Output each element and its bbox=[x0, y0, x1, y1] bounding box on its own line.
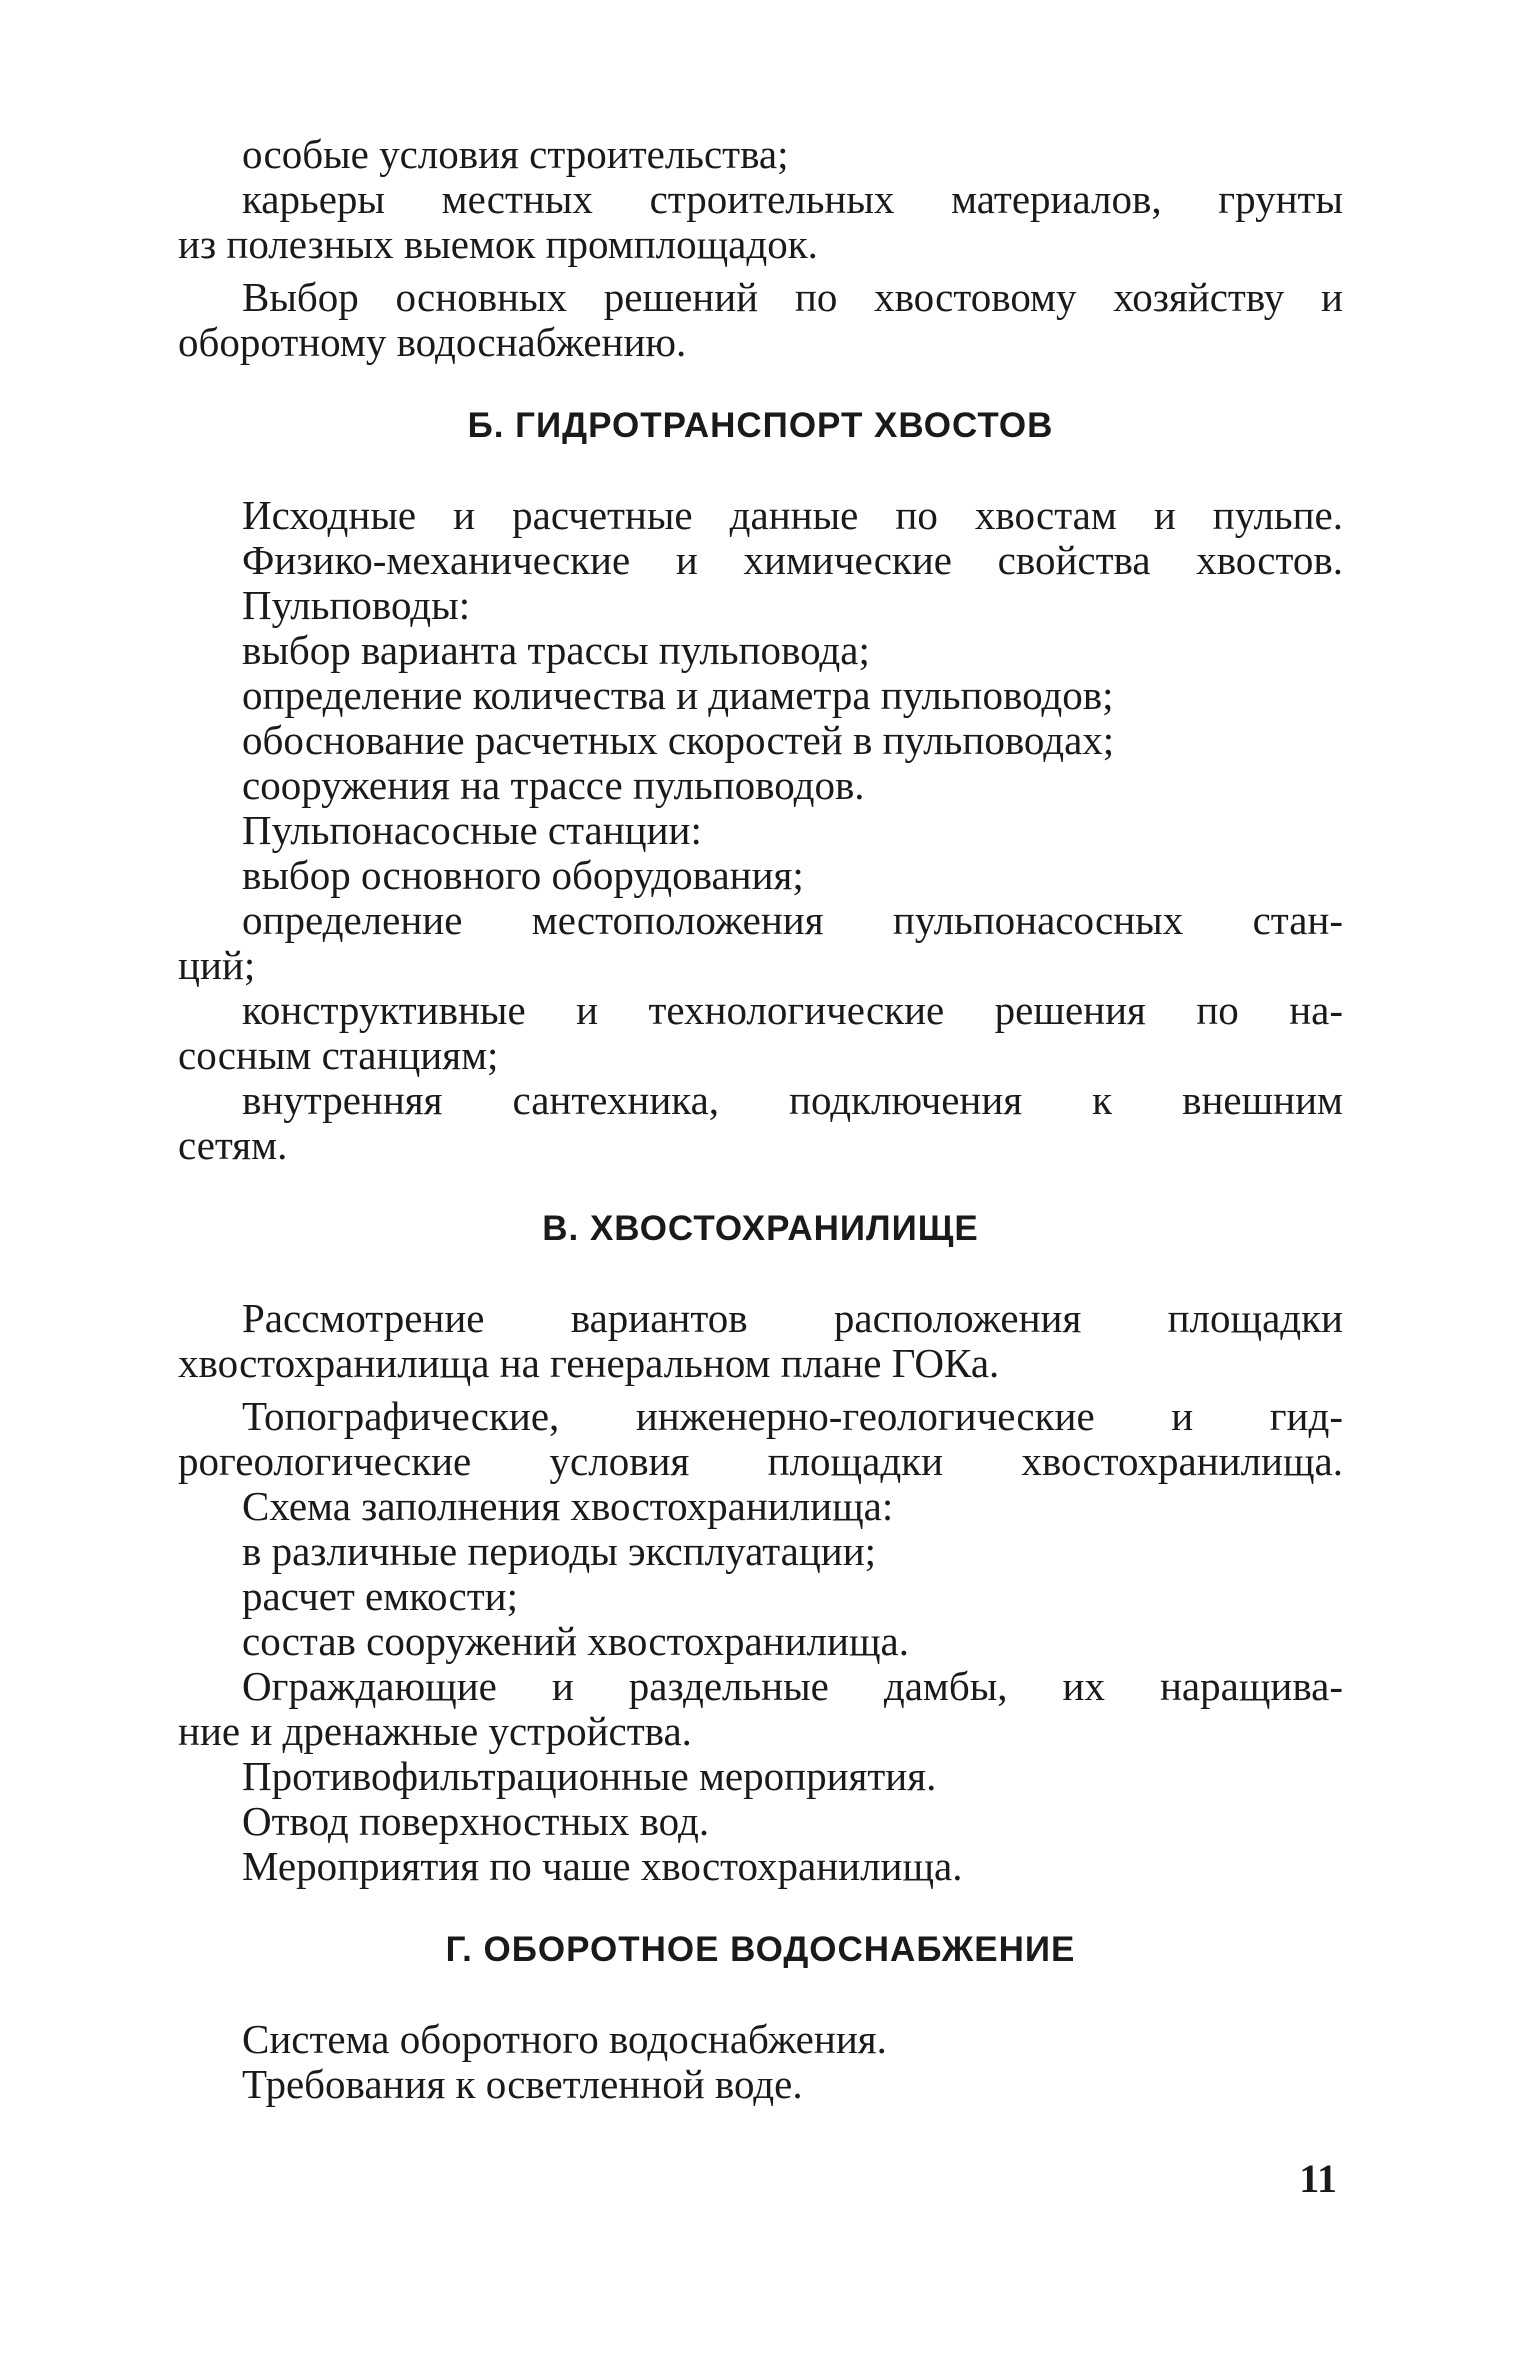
text-line: Рассмотрение вариантов расположения площадки bbox=[242, 1295, 1343, 1341]
section-heading-g: Г. ОБОРОТНОЕ ВОДОСНАБЖЕНИЕ bbox=[445, 1930, 1076, 1969]
section-heading-b: Б. ГИДРОТРАНСПОРТ ХВОСТОВ bbox=[467, 406, 1054, 445]
document-page bbox=[178, 132, 1343, 2107]
text-line: состав сооружений хвостохранилища. bbox=[242, 1618, 909, 1664]
text-line: Исходные и расчетные данные по хвостам и пульпе. bbox=[242, 492, 1343, 538]
text-line: хвостохранилища на генеральном плане ГОКа. bbox=[178, 1340, 1000, 1386]
text-line: в различные периоды эксплуатации; bbox=[242, 1528, 877, 1574]
text-line: конструктивные и технологические решения по на- bbox=[242, 987, 1343, 1033]
page-number: 11 bbox=[1299, 2156, 1337, 2201]
text-line: ние и дренажные устройства. bbox=[178, 1708, 692, 1754]
text-line: Отвод поверхностных вод. bbox=[242, 1798, 710, 1844]
text-line: ций; bbox=[178, 942, 256, 988]
text-line: Топографические, инженерно-геологические и гид- bbox=[242, 1393, 1343, 1439]
text-line: выбор варианта трассы пульповода; bbox=[242, 627, 870, 673]
text-line: Выбор основных решений по хвостовому хозяйству и bbox=[242, 274, 1343, 320]
text-line: обоснование расчетных скоростей в пульповодах; bbox=[242, 717, 1115, 763]
text-line: сооружения на трассе пульповодов. bbox=[242, 762, 865, 808]
text-line: Требования к осветленной воде. bbox=[242, 2061, 803, 2107]
text-line: карьеры местных строительных материалов, грунты bbox=[242, 176, 1343, 222]
text-line: Физико-механические и химические свойства хвостов. bbox=[242, 537, 1343, 583]
text-line: рогеологические условия площадки хвостохранилища. bbox=[178, 1438, 1343, 1484]
text-line: расчет емкости; bbox=[242, 1573, 519, 1619]
text-line: Ограждающие и раздельные дамбы, их наращива- bbox=[242, 1663, 1343, 1709]
text-line: Пульповоды: bbox=[242, 582, 471, 628]
text-line: определение количества и диаметра пульповодов; bbox=[242, 672, 1114, 718]
text-line: Мероприятия по чаше хвостохранилища. bbox=[242, 1843, 963, 1889]
text-line: Пульпонасосные станции: bbox=[242, 807, 702, 853]
text-line: Противофильтрационные мероприятия. bbox=[242, 1753, 937, 1799]
section-heading-v: В. ХВОСТОХРАНИЛИЩЕ bbox=[542, 1209, 979, 1248]
text-line: определение местоположения пульпонасосных стан- bbox=[242, 897, 1343, 943]
text-line: особые условия строительства; bbox=[242, 131, 789, 177]
text-line: из полезных выемок промплощадок. bbox=[178, 221, 818, 267]
text-line: Схема заполнения хвостохранилища: bbox=[242, 1483, 894, 1529]
text-line: выбор основного оборудования; bbox=[242, 852, 804, 898]
text-line: сетям. bbox=[178, 1122, 288, 1168]
text-line: оборотному водоснабжению. bbox=[178, 319, 687, 365]
text-line: Система оборотного водоснабжения. bbox=[242, 2016, 887, 2062]
text-line: внутренняя сантехника, подключения к внешним bbox=[242, 1077, 1343, 1123]
text-line: сосным станциям; bbox=[178, 1032, 499, 1078]
